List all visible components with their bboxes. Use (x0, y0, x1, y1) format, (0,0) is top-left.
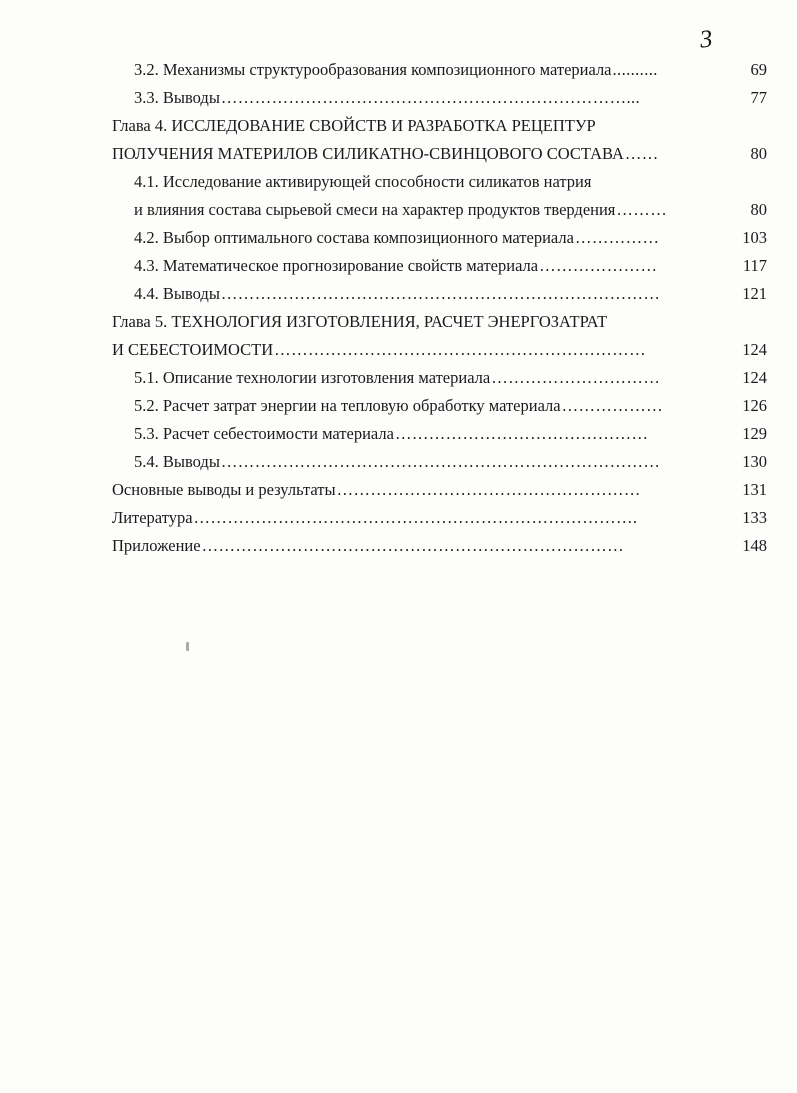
toc-entry[interactable] (112, 370, 767, 387)
toc-entry-page-number: 130 (742, 452, 767, 471)
toc-entry-page-number: 148 (742, 536, 767, 555)
toc-entry[interactable] (112, 482, 767, 499)
toc-entry[interactable] (112, 146, 767, 163)
toc-entry-page-number: 103 (742, 228, 767, 247)
toc-entry-label: 5.3. Расчет себестоимости материала (134, 424, 394, 443)
toc-entry[interactable] (112, 62, 767, 79)
toc-entry-label: Глава 5. ТЕХНОЛОГИЯ ИЗГОТОВЛЕНИЯ, РАСЧЕТ ЭНЕРГОЗАТРАТ (112, 312, 608, 331)
toc-entry-leader: ……………………………………… (394, 426, 649, 443)
page-smudge-mark (186, 642, 189, 651)
toc-entry-leader: ………………… (539, 258, 658, 275)
toc-entry-leader: ……………………………………………………………………. (193, 510, 638, 527)
toc-entry-label: Литература (112, 508, 193, 527)
toc-entry-leader: ……… (616, 202, 668, 219)
toc-entry-leader: …………………………………………………………………… (220, 286, 661, 303)
toc-entry-label: 4.1. Исследование активирующей способности силикатов натрия (134, 172, 592, 191)
toc-entry-leader: ……………………………………………… (336, 482, 641, 499)
toc-entry-label: И СЕБЕСТОИМОСТИ (112, 340, 274, 359)
toc-entry[interactable] (112, 538, 767, 555)
toc-entry-page-number: 124 (742, 368, 767, 387)
toc-entry-leader: …… (624, 146, 659, 163)
toc-entry[interactable] (112, 118, 767, 135)
toc-entry-page-number: 80 (750, 200, 767, 219)
toc-entry[interactable] (112, 174, 767, 191)
toc-entry-leader: .......... (612, 62, 658, 79)
toc-entry-page-number: 133 (742, 508, 767, 527)
toc-entry[interactable] (112, 510, 767, 527)
toc-entry-label: 5.1. Описание технологии изготовления материала (134, 368, 491, 387)
toc-entry[interactable] (112, 342, 767, 359)
toc-entry-page-number: 69 (750, 60, 767, 79)
toc-entry-label: 3.3. Выводы (134, 88, 220, 107)
toc-entry-leader: ………………………… (491, 370, 661, 387)
toc-entry-label: 4.3. Математическое прогнозирование свойств материала (134, 256, 539, 275)
handwritten-page-number: 3 (698, 25, 714, 54)
toc-entry-label: и влияния состава сырьевой смеси на характер продуктов твердения (134, 200, 616, 219)
toc-entry-label: Основные выводы и результаты (112, 480, 336, 499)
toc-entry-page-number: 77 (750, 88, 767, 107)
toc-entry-label: Глава 4. ИССЛЕДОВАНИЕ СВОЙСТВ И РАЗРАБОТКА РЕЦЕПТУР (112, 116, 596, 135)
toc-entry-label: 5.2. Расчет затрат энергии на тепловую обработку материала (134, 396, 561, 415)
toc-entry[interactable] (112, 258, 767, 275)
toc-entry-label: Приложение (112, 536, 201, 555)
table-of-contents (112, 62, 767, 566)
toc-entry[interactable] (112, 90, 767, 107)
toc-entry-page-number: 126 (742, 396, 767, 415)
toc-entry-leader: ……………… (561, 398, 664, 415)
toc-entry-leader: ………………………………………………………………… (201, 538, 625, 555)
toc-entry-page-number: 124 (742, 340, 767, 359)
toc-entry[interactable] (112, 454, 767, 471)
toc-entry[interactable] (112, 202, 767, 219)
toc-entry[interactable] (112, 230, 767, 247)
toc-entry-leader: ………………………………………………………… (274, 342, 646, 359)
toc-entry-leader: …………… (574, 230, 660, 247)
toc-entry-leader: ………………………………………………………………... (220, 90, 641, 107)
toc-entry-label: 3.2. Механизмы структурообразования композиционного материала (134, 60, 612, 79)
toc-entry[interactable] (112, 314, 767, 331)
toc-entry-label: 4.4. Выводы (134, 284, 220, 303)
toc-entry-page-number: 121 (742, 284, 767, 303)
toc-entry-page-number: 131 (742, 480, 767, 499)
toc-entry-page-number: 129 (742, 424, 767, 443)
toc-entry[interactable] (112, 398, 767, 415)
toc-entry-leader: …………………………………………………………………… (220, 454, 661, 471)
toc-entry-label: ПОЛУЧЕНИЯ МАТЕРИЛОВ СИЛИКАТНО-СВИНЦОВОГО СОСТАВА (112, 144, 624, 163)
toc-entry-label: 4.2. Выбор оптимального состава композиционного материала (134, 228, 574, 247)
toc-entry-label: 5.4. Выводы (134, 452, 220, 471)
toc-entry-page-number: 117 (742, 256, 767, 275)
toc-entry-page-number: 80 (750, 144, 767, 163)
toc-entry[interactable] (112, 426, 767, 443)
toc-entry[interactable] (112, 286, 767, 303)
